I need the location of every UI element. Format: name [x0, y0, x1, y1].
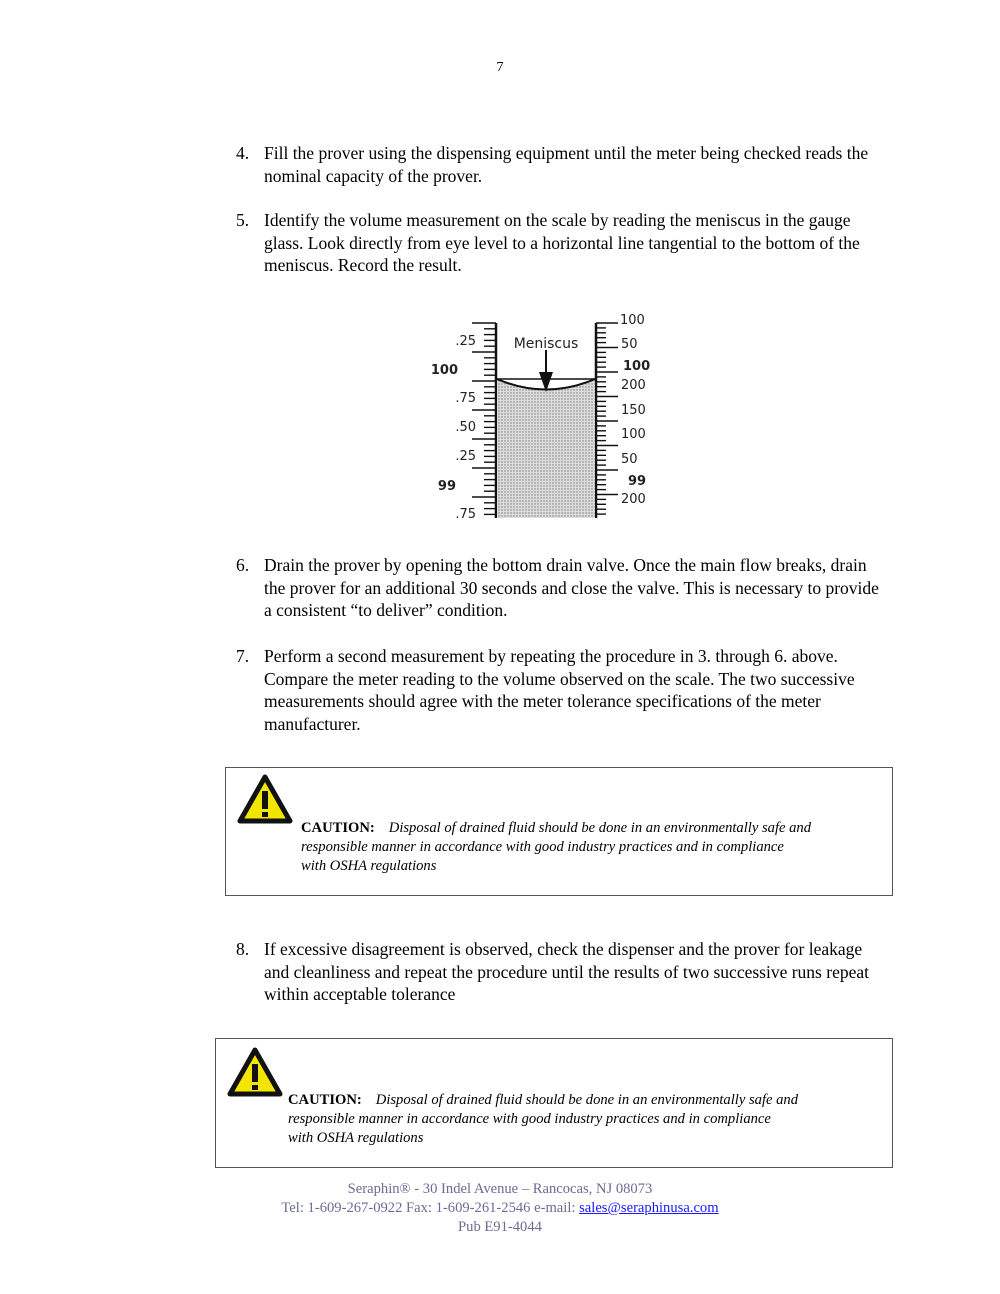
right-scale-label: 100 [621, 427, 646, 442]
caution-text [288, 1091, 886, 1148]
step-text: Perform a second measurement by repeating the procedure in 3. through 6. above. Compare the meter reading to the volume observed on the scale. The two successive measurements should agree with the meter tolerance specifications of the meter manufacturer. [264, 646, 855, 734]
step-text: Drain the prover by opening the bottom drain valve. Once the main flow breaks, drain the prover for an additional 30 seconds and close the valve. This is necessary to provide a consistent “to deliver” condition. [264, 555, 879, 620]
right-scale-label: 100 [620, 313, 645, 328]
step-text: If excessive disagreement is observed, check the dispenser and the prover for leakage and cleanliness and repeat the procedure until the results of two successive runs repeat within acceptable tolerance [264, 939, 869, 1004]
left-scale-label: .50 [455, 420, 476, 435]
footer-address: Seraphin® - 30 Indel Avenue – Rancocas, NJ 08073 [347, 1181, 653, 1197]
left-scale-label: 99 [437, 479, 456, 494]
right-scale-label: 200 [621, 492, 646, 507]
step-number: 8. [236, 939, 250, 959]
step-text: Fill the prover using the dispensing equipment until the meter being checked reads the nominal capacity of the prover. [264, 143, 869, 186]
caution-label: CAUTION: [288, 1092, 362, 1108]
footer-pub: Pub E91-4044 [458, 1219, 542, 1235]
caution-text [301, 819, 886, 876]
step-number: 6. [236, 555, 250, 575]
caution-line: Disposal of drained fluid should be done in an environmentally safe and [388, 820, 812, 836]
page-number: 7 [496, 60, 504, 75]
step-number: 5. [236, 210, 250, 230]
step-5 [236, 209, 886, 277]
step-number: 4. [236, 143, 250, 163]
caution-line: with OSHA regulations [301, 858, 437, 874]
right-scale-label: 100 [623, 359, 651, 374]
left-scale-label: .25 [455, 449, 476, 464]
right-scale-label: 99 [628, 474, 647, 489]
warning-icon [227, 1047, 283, 1097]
meniscus-label: Meniscus [513, 336, 579, 352]
step-4 [236, 142, 886, 187]
footer-contact [0, 1199, 1000, 1218]
caution-box [215, 1038, 893, 1168]
step-text: Identify the volume measurement on the scale by reading the meniscus in the gauge glass. Look directly from eye level to a horizontal line tangential to the bottom of the meniscus. Record the result. [264, 210, 860, 275]
caution-line: with OSHA regulations [288, 1130, 424, 1146]
footer-phone: Tel: 1-609-267-0922 Fax: 1-609-261-2546 e-mail: [281, 1200, 580, 1216]
meniscus-figure [408, 278, 708, 546]
caution-line: responsible manner in accordance with good industry practices and in compliance [288, 1111, 771, 1127]
step-8 [236, 938, 886, 1006]
right-scale-label: 50 [621, 337, 638, 352]
step-number: 7. [236, 646, 250, 666]
right-scale-label: 50 [621, 452, 638, 467]
left-scale-label: .75 [455, 391, 476, 406]
warning-icon [237, 774, 293, 824]
left-scale-label: .25 [455, 334, 476, 349]
caution-label: CAUTION: [301, 820, 375, 836]
left-scale-label: 100 [430, 363, 458, 378]
step-7 [236, 645, 886, 735]
right-scale-label: 200 [621, 378, 646, 393]
caution-box [225, 767, 893, 896]
email-link[interactable]: sales@seraphinusa.com [579, 1200, 719, 1216]
right-scale-label: 150 [621, 403, 646, 418]
meniscus-diagram [408, 278, 708, 546]
caution-line: Disposal of drained fluid should be done in an environmentally safe and [375, 1092, 799, 1108]
caution-line: responsible manner in accordance with good industry practices and in compliance [301, 839, 784, 855]
step-6 [236, 554, 886, 622]
footer [0, 1180, 1000, 1237]
left-scale-label: .75 [455, 507, 476, 522]
